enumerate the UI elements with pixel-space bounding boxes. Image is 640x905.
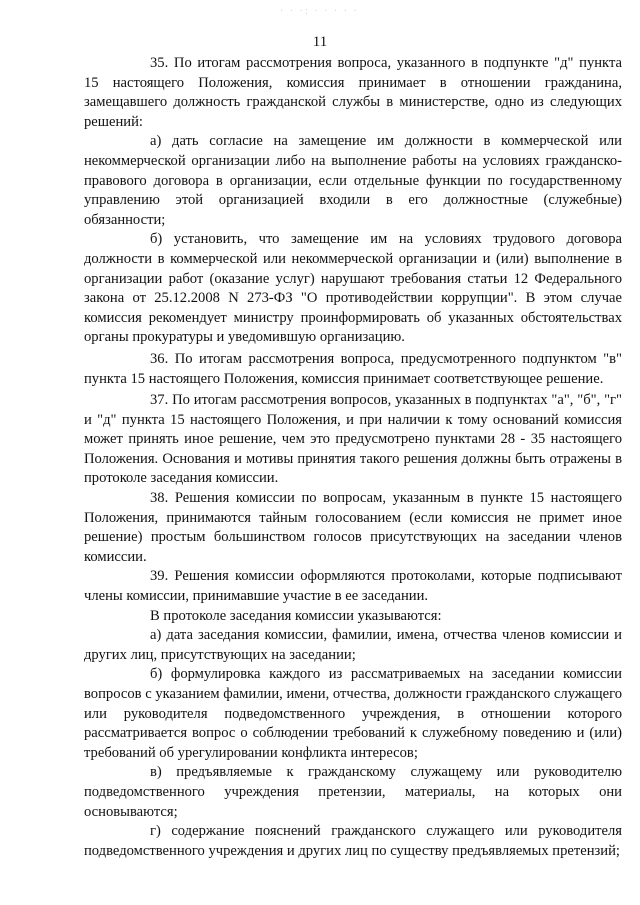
paragraph-39-a: а) дата заседания комиссии, фамилии, имена, отчества членов комиссии и других лиц, присутствующих на заседании; bbox=[84, 627, 622, 663]
scan-artifact: · · ·: · · · · · bbox=[280, 6, 359, 17]
paragraph-39-d: г) содержание пояснений гражданского служащего или руководителя подведомственного учреждения и других лиц по существу предъявляемых претензий; bbox=[84, 823, 622, 859]
page-number: 11 bbox=[312, 34, 328, 50]
paragraph-39-c: в) предъявляемые к гражданскому служащему или руководителю подведомственного учреждения претензии, материалы, на которых они основываются; bbox=[84, 764, 622, 820]
paragraph-35: 35. По итогам рассмотрения вопроса, указанного в подпункте "д" пункта 15 настоящего Положения, комиссия принимает в отношении гражданина, замещавшего должность гражданской службы в министерстве, одно из следующих решений: bbox=[84, 55, 622, 130]
paragraph-37: 37. По итогам рассмотрения вопросов, указанных в подпунктах "а", "б", "г" и "д" пункта 15 настоящего Положения, и при наличии к тому оснований комиссия может принять иное решение, чем это предусмотрено пунктами 28 - 35 настоящего Положения. Основания и мотивы принятия такого решения должны быть отражены в протоколе заседания комиссии. bbox=[84, 392, 622, 487]
document-body bbox=[84, 54, 622, 861]
paragraph-35-a: а) дать согласие на замещение им должности в коммерческой или некоммерческой организации либо на выполнение работы на условиях гражданско-правового договора в организации, если отдельные функции по государственному управлению этой организацией входили в его должностные (служебные) обязанности; bbox=[84, 133, 622, 228]
paragraph-38: 38. Решения комиссии по вопросам, указанным в пункте 15 настоящего Положения, принимаются тайным голосованием (если комиссия не примет иное решение) простым большинством голосов присутствующих на заседании членов комиссии. bbox=[84, 490, 622, 565]
paragraph-39: 39. Решения комиссии оформляются протоколами, которые подписывают члены комиссии, принимавшие участие в ее заседании. bbox=[84, 568, 622, 605]
paragraph-39-b: б) формулировка каждого из рассматриваемых на заседании комиссии вопросов с указанием фамилии, имени, отчества, должности гражданского служащего или руководителя подведомственного учреждения, в отношении которого рассматривается вопрос о соблюдении требований к служебному поведению и (или) требований об урегулировании конфликта интересов; bbox=[84, 666, 622, 761]
paragraph-39-intro: В протоколе заседания комиссии указываются: bbox=[150, 607, 442, 624]
paragraph-36: 36. По итогам рассмотрения вопроса, предусмотренного подпунктом "в" пункта 15 настоящего Положения, комиссия принимает соответствующее решение. bbox=[84, 350, 622, 387]
paragraph-35-b: б) установить, что замещение им на условиях трудового договора должности в коммерческой или некоммерческой организации и (или) выполнение в организации работ (оказание услуг) нарушают требования статьи 12 Федерального закона от 25.12.2008 N 273-ФЗ "О противодействии коррупции". В этом случае комиссия рекомендует министру проинформировать об указанных обстоятельствах органы прокуратуры и уведомившую организацию. bbox=[84, 231, 622, 346]
